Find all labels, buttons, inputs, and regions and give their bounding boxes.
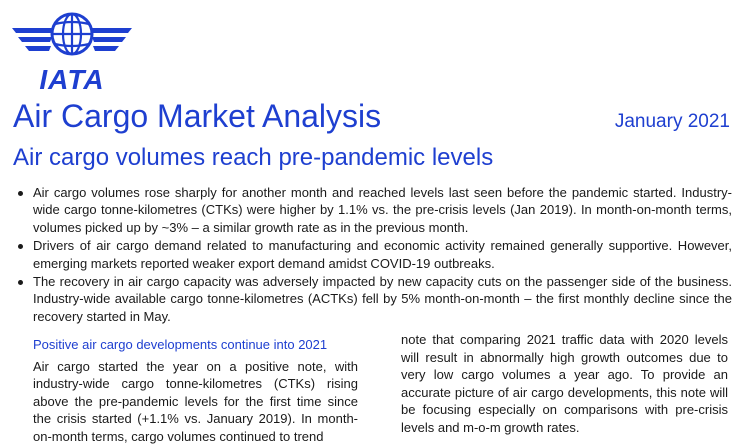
page-subtitle: Air cargo volumes reach pre-pandemic levels: [13, 144, 494, 171]
report-date: January 2021: [614, 111, 730, 132]
iata-logo: [10, 6, 134, 95]
key-point-text: The recovery in air cargo capacity was adversely impacted by new capacity cuts on the passenger side of the business. Industry-wide available cargo tonne-kilometres (ACTKs) fell by 5% month-on-month – the first monthly decline since the recovery started in May.: [33, 274, 732, 324]
body-column-left: [33, 336, 358, 446]
key-point-text: Air cargo volumes rose sharply for another month and reached levels last seen before the pandemic started. Industry-wide cargo tonne-kilometres (CTKs) were higher by 1.1% vs. the pre-crisis levels (Jan 2019). In month-on-month terms, volumes picked up by ~3% – a similar growth rate as in the previous month.: [33, 185, 732, 235]
logo-wordmark: IATA: [39, 64, 105, 95]
key-point-item: [16, 273, 732, 325]
key-point-item: [16, 184, 732, 236]
bullet-icon: [18, 244, 23, 249]
globe-wings-icon: [10, 6, 134, 68]
page-title: Air Cargo Market Analysis: [13, 98, 382, 134]
key-point-item: [16, 237, 732, 272]
bullet-icon: [18, 280, 23, 285]
body-column-right: [401, 331, 728, 437]
body-paragraph-left: Air cargo started the year on a positive note, with industry-wide cargo tonne-kilometres (CTKs) rising above the pre-pandemic levels for the first time since the crisis started (+1.1% vs. January 2019). In month-on-month terms, cargo volumes continued to trend: [33, 358, 358, 444]
body-paragraph-right: note that comparing 2021 traffic data with 2020 levels will result in abnormally high growth outcomes due to very low cargo volumes a year ago. To provide an accurate picture of air cargo developments, this note will be focusing especially on comparisons with pre-crisis levels and m-o-m growth rates.: [401, 332, 728, 435]
key-points-list: [16, 184, 732, 326]
section-heading: Positive air cargo developments continue into 2021: [33, 337, 328, 352]
bullet-icon: [18, 191, 23, 196]
key-point-text: Drivers of air cargo demand related to manufacturing and economic activity remained generally supportive. However, emerging markets reported weaker export demand amidst COVID-19 outbreaks.: [33, 238, 732, 271]
